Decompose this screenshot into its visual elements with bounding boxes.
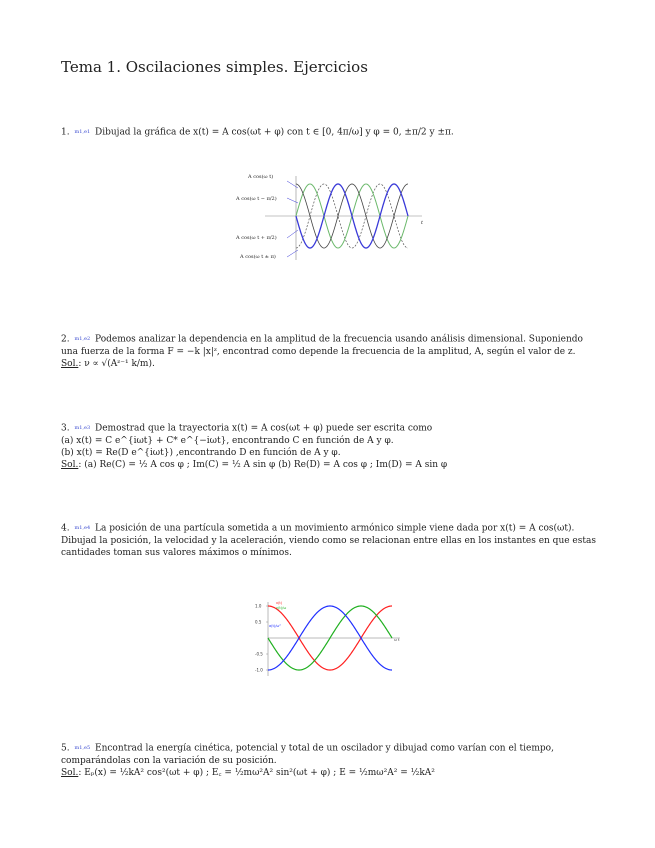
y-tick-label: 0.5: [255, 619, 262, 625]
exercise-text: (a) x(t) = C e^{iωt} + C* e^{−iωt}, encontrando C en función de A y φ.: [61, 435, 394, 446]
page-title: Tema 1. Oscilaciones simples. Ejercicios: [61, 58, 368, 76]
solution-text: : ν ∝ √(Aᶻ⁻¹ k/m).: [78, 358, 155, 369]
axis-label-t: t: [421, 220, 424, 226]
exercise-number: 1.: [61, 127, 70, 138]
y-tick-label: -0.5: [255, 651, 263, 657]
figure-phase-curves: [232, 168, 427, 266]
exercise-number: 5.: [61, 743, 70, 754]
exercise-text: Demostrad que la trayectoria x(t) = A cos(ωt + φ) puede ser escrita como: [95, 423, 433, 434]
exercise-text: Dibujad la gráfica de x(t) = A cos(ωt + φ) con t ∈ [0, 4π/ω] y φ = 0, ±π/2 y ±π.: [95, 127, 454, 138]
legend-a: a(t)/ω²: [269, 624, 281, 628]
exercise-number: 4.: [61, 523, 70, 534]
pointer-line-4: [287, 250, 298, 257]
legend-x: x(t): [276, 601, 283, 605]
xva-svg: [252, 596, 404, 680]
exercise-tag[interactable]: m1,e1: [74, 129, 91, 135]
label-cos-wt-minus: A cos(ω t − π/2): [236, 196, 277, 202]
phase-curves-svg: [232, 168, 427, 266]
exercise-2: [61, 333, 601, 370]
solution-label: Sol.: [61, 358, 79, 369]
exercise-text: (b) x(t) = Re(D e^{iωt}) ,encontrando D en función de A y φ.: [61, 447, 341, 458]
y-tick-label: 1.0: [255, 603, 262, 609]
label-cos-wt-pi: A cos(ω t ± π): [240, 254, 276, 260]
exercise-text: cantidades toman sus valores máximos o mínimos.: [61, 547, 292, 558]
exercise-text: Encontrad la energía cinética, potencial y total de un oscilador y dibujad como varían con el tiempo,: [95, 743, 554, 754]
y-tick-label: -1.0: [255, 667, 263, 673]
exercise-5: [61, 742, 601, 779]
pointer-line-3: [287, 230, 298, 238]
exercise-number: 2.: [61, 334, 70, 345]
exercise-tag[interactable]: m1,e3: [74, 425, 91, 431]
exercise-text: La posición de una partícula sometida a un movimiento armónico simple viene dada por x(t) = A cos(ωt).: [95, 523, 575, 534]
exercise-text: una fuerza de la forma F = −k |x|ᶻ, encontrad como depende la frecuencia de la amplitud, A, según el valor de z.: [61, 346, 576, 357]
exercise-text: Dibujad la posición, la velocidad y la aceleración, viendo como se relacionan entre ellas en los instantes en que estas: [61, 535, 596, 546]
label-cos-wt: A cos(ω t): [248, 174, 274, 180]
solution-label: Sol.: [61, 459, 79, 470]
exercise-tag[interactable]: m1,e2: [74, 336, 91, 342]
legend-v: v(t)/ω: [276, 606, 287, 610]
exercise-number: 3.: [61, 423, 70, 434]
exercise-tag[interactable]: m1,e5: [74, 745, 91, 751]
exercise-3: [61, 422, 601, 471]
solution-label: Sol.: [61, 767, 79, 778]
solution-text: : Eₚ(x) = ½kA² cos²(ωt + φ) ; E꜀ = ½mω²A² sin²(ωt + φ) ; E = ½mω²A² = ½kA²: [78, 767, 435, 778]
axis-label-wt: ω t: [394, 638, 400, 642]
exercise-text: Podemos analizar la dependencia en la amplitud de la frecuencia usando análisis dimensional. Suponiendo: [95, 334, 583, 345]
pointer-line-2: [287, 198, 298, 203]
exercise-text: comparándolas con la variación de su posición.: [61, 755, 277, 766]
exercise-tag[interactable]: m1,e4: [74, 525, 91, 531]
figure-xva: [252, 596, 404, 680]
exercise-1: [61, 126, 601, 139]
exercise-4: [61, 522, 601, 559]
pointer-line-1: [287, 181, 298, 188]
solution-text: : (a) Re(C) = ½ A cos φ ; Im(C) = ½ A sin φ (b) Re(D) = A cos φ ; Im(D) = A sin φ: [78, 459, 448, 470]
label-cos-wt-plus: A cos(ω t + π/2): [236, 235, 277, 241]
